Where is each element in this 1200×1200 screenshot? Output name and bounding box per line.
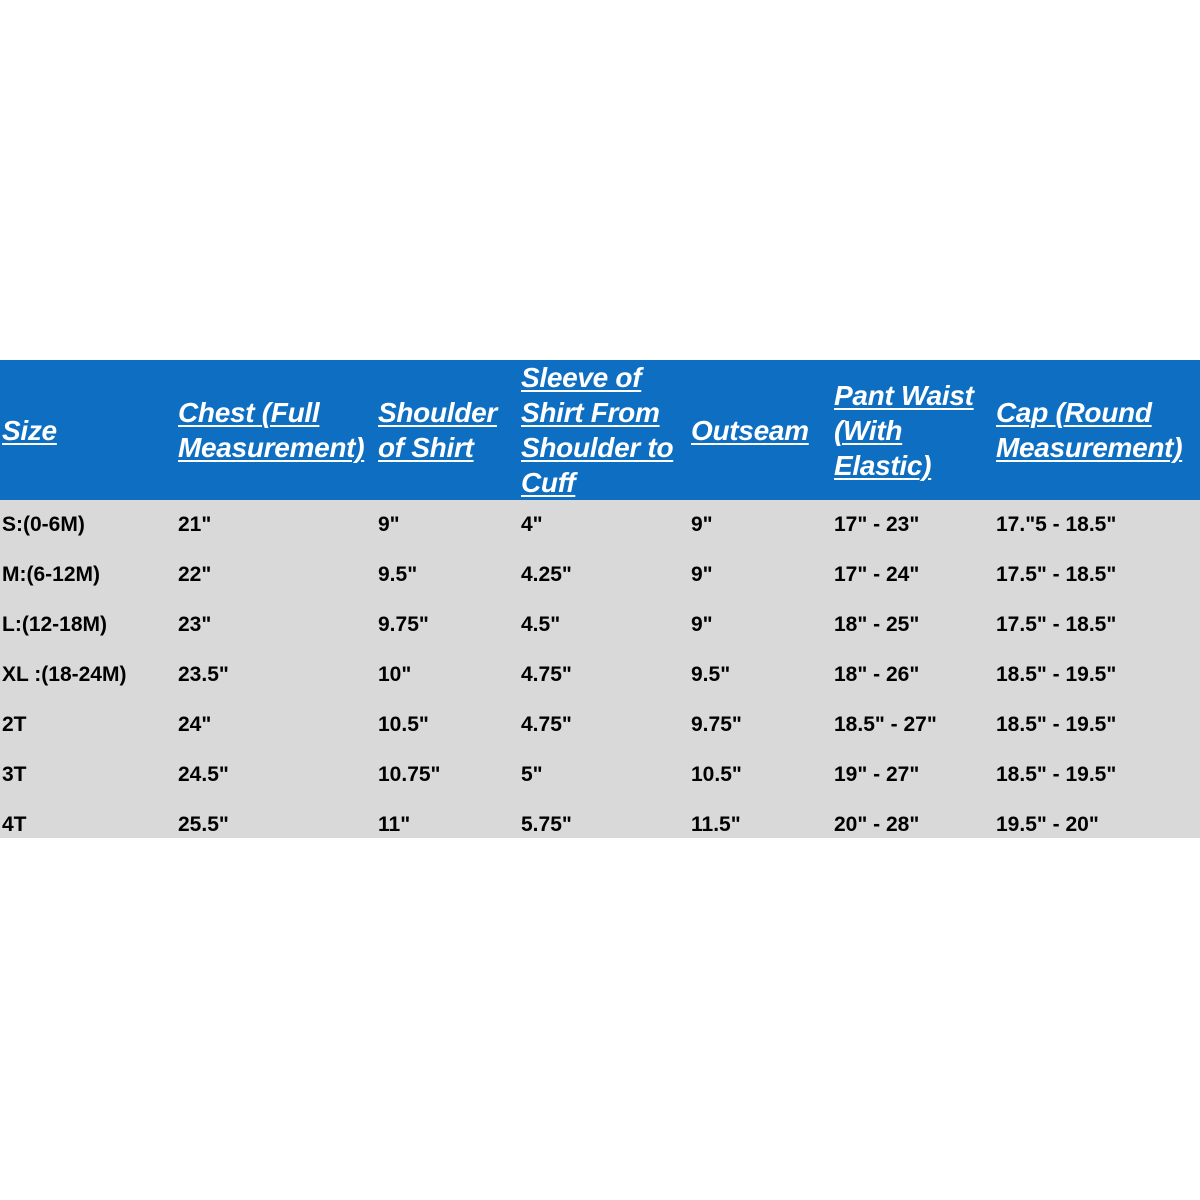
cell-pant-waist: 18" - 25"	[834, 613, 920, 636]
table-row	[0, 600, 1200, 650]
cell-pant-waist: 18" - 26"	[834, 663, 920, 686]
cell-outseam: 9.5"	[691, 663, 731, 686]
cell-cap: 18.5" - 19.5"	[996, 713, 1117, 736]
cell-chest: 23"	[178, 613, 212, 636]
header-row	[0, 360, 1200, 500]
cell-cap: 18.5" - 19.5"	[996, 663, 1117, 686]
cell-cap: 17."5 - 18.5"	[996, 513, 1117, 536]
cell-sleeve: 4"	[521, 513, 543, 536]
table-row	[0, 500, 1200, 550]
cell-outseam: 9"	[691, 513, 713, 536]
cell-pant-waist: 18.5" - 27"	[834, 713, 937, 736]
table-row	[0, 650, 1200, 700]
cell-chest: 21"	[178, 513, 212, 536]
cell-outseam: 9.75"	[691, 713, 742, 736]
cell-pant-waist: 17" - 23"	[834, 513, 920, 536]
cell-outseam: 9"	[691, 563, 713, 586]
cell-shoulder: 9.75"	[378, 613, 429, 636]
cell-chest: 23.5"	[178, 663, 229, 686]
cell-shoulder: 10.5"	[378, 713, 429, 736]
cell-size: M:(6-12M)	[2, 563, 100, 586]
cell-shoulder: 9"	[378, 513, 400, 536]
cell-size: L:(12-18M)	[2, 613, 108, 636]
cell-shoulder: 10"	[378, 663, 412, 686]
cell-size: 4T	[2, 813, 27, 836]
cell-shoulder: 9.5"	[378, 563, 418, 586]
cell-pant-waist: 20" - 28"	[834, 813, 920, 836]
header-outseam: Outseam	[691, 414, 809, 446]
table-row	[0, 750, 1200, 800]
cell-chest: 25.5"	[178, 813, 229, 836]
cell-sleeve: 5.75"	[521, 813, 572, 836]
cell-cap: 17.5" - 18.5"	[996, 563, 1117, 586]
cell-sleeve: 4.75"	[521, 713, 572, 736]
header-pant-waist: Pant Waist (With Elastic)	[834, 379, 974, 481]
table-row	[0, 700, 1200, 750]
header-size: Size	[2, 414, 57, 446]
cell-sleeve: 5"	[521, 763, 543, 786]
cell-cap: 19.5" - 20"	[996, 813, 1099, 836]
cell-size: 2T	[2, 713, 27, 736]
header-sleeve: Sleeve of Shirt From Shoulder to Cuff	[521, 362, 674, 498]
cell-sleeve: 4.75"	[521, 663, 572, 686]
size-chart-table	[0, 360, 1200, 838]
cell-cap: 17.5" - 18.5"	[996, 613, 1117, 636]
cell-outseam: 9"	[691, 613, 713, 636]
table-row	[0, 550, 1200, 600]
cell-chest: 24.5"	[178, 763, 229, 786]
cell-chest: 24"	[178, 713, 212, 736]
cell-pant-waist: 19" - 27"	[834, 763, 920, 786]
table-row	[0, 800, 1200, 850]
cell-sleeve: 4.25"	[521, 563, 572, 586]
cell-size: S:(0-6M)	[2, 513, 85, 536]
header-shoulder: Shoulder of Shirt	[378, 397, 497, 463]
cell-size: XL :(18-24M)	[2, 663, 127, 686]
cell-sleeve: 4.5"	[521, 613, 561, 636]
cell-cap: 18.5" - 19.5"	[996, 763, 1117, 786]
header-cap: Cap (Round Measurement)	[996, 397, 1183, 463]
cell-pant-waist: 17" - 24"	[834, 563, 920, 586]
cell-shoulder: 11"	[378, 813, 411, 836]
cell-shoulder: 10.75"	[378, 763, 441, 786]
cell-outseam: 11.5"	[691, 813, 741, 836]
cell-outseam: 10.5"	[691, 763, 742, 786]
cell-size: 3T	[2, 763, 27, 786]
header-chest: Chest (Full Measurement)	[178, 397, 365, 463]
cell-chest: 22"	[178, 563, 212, 586]
